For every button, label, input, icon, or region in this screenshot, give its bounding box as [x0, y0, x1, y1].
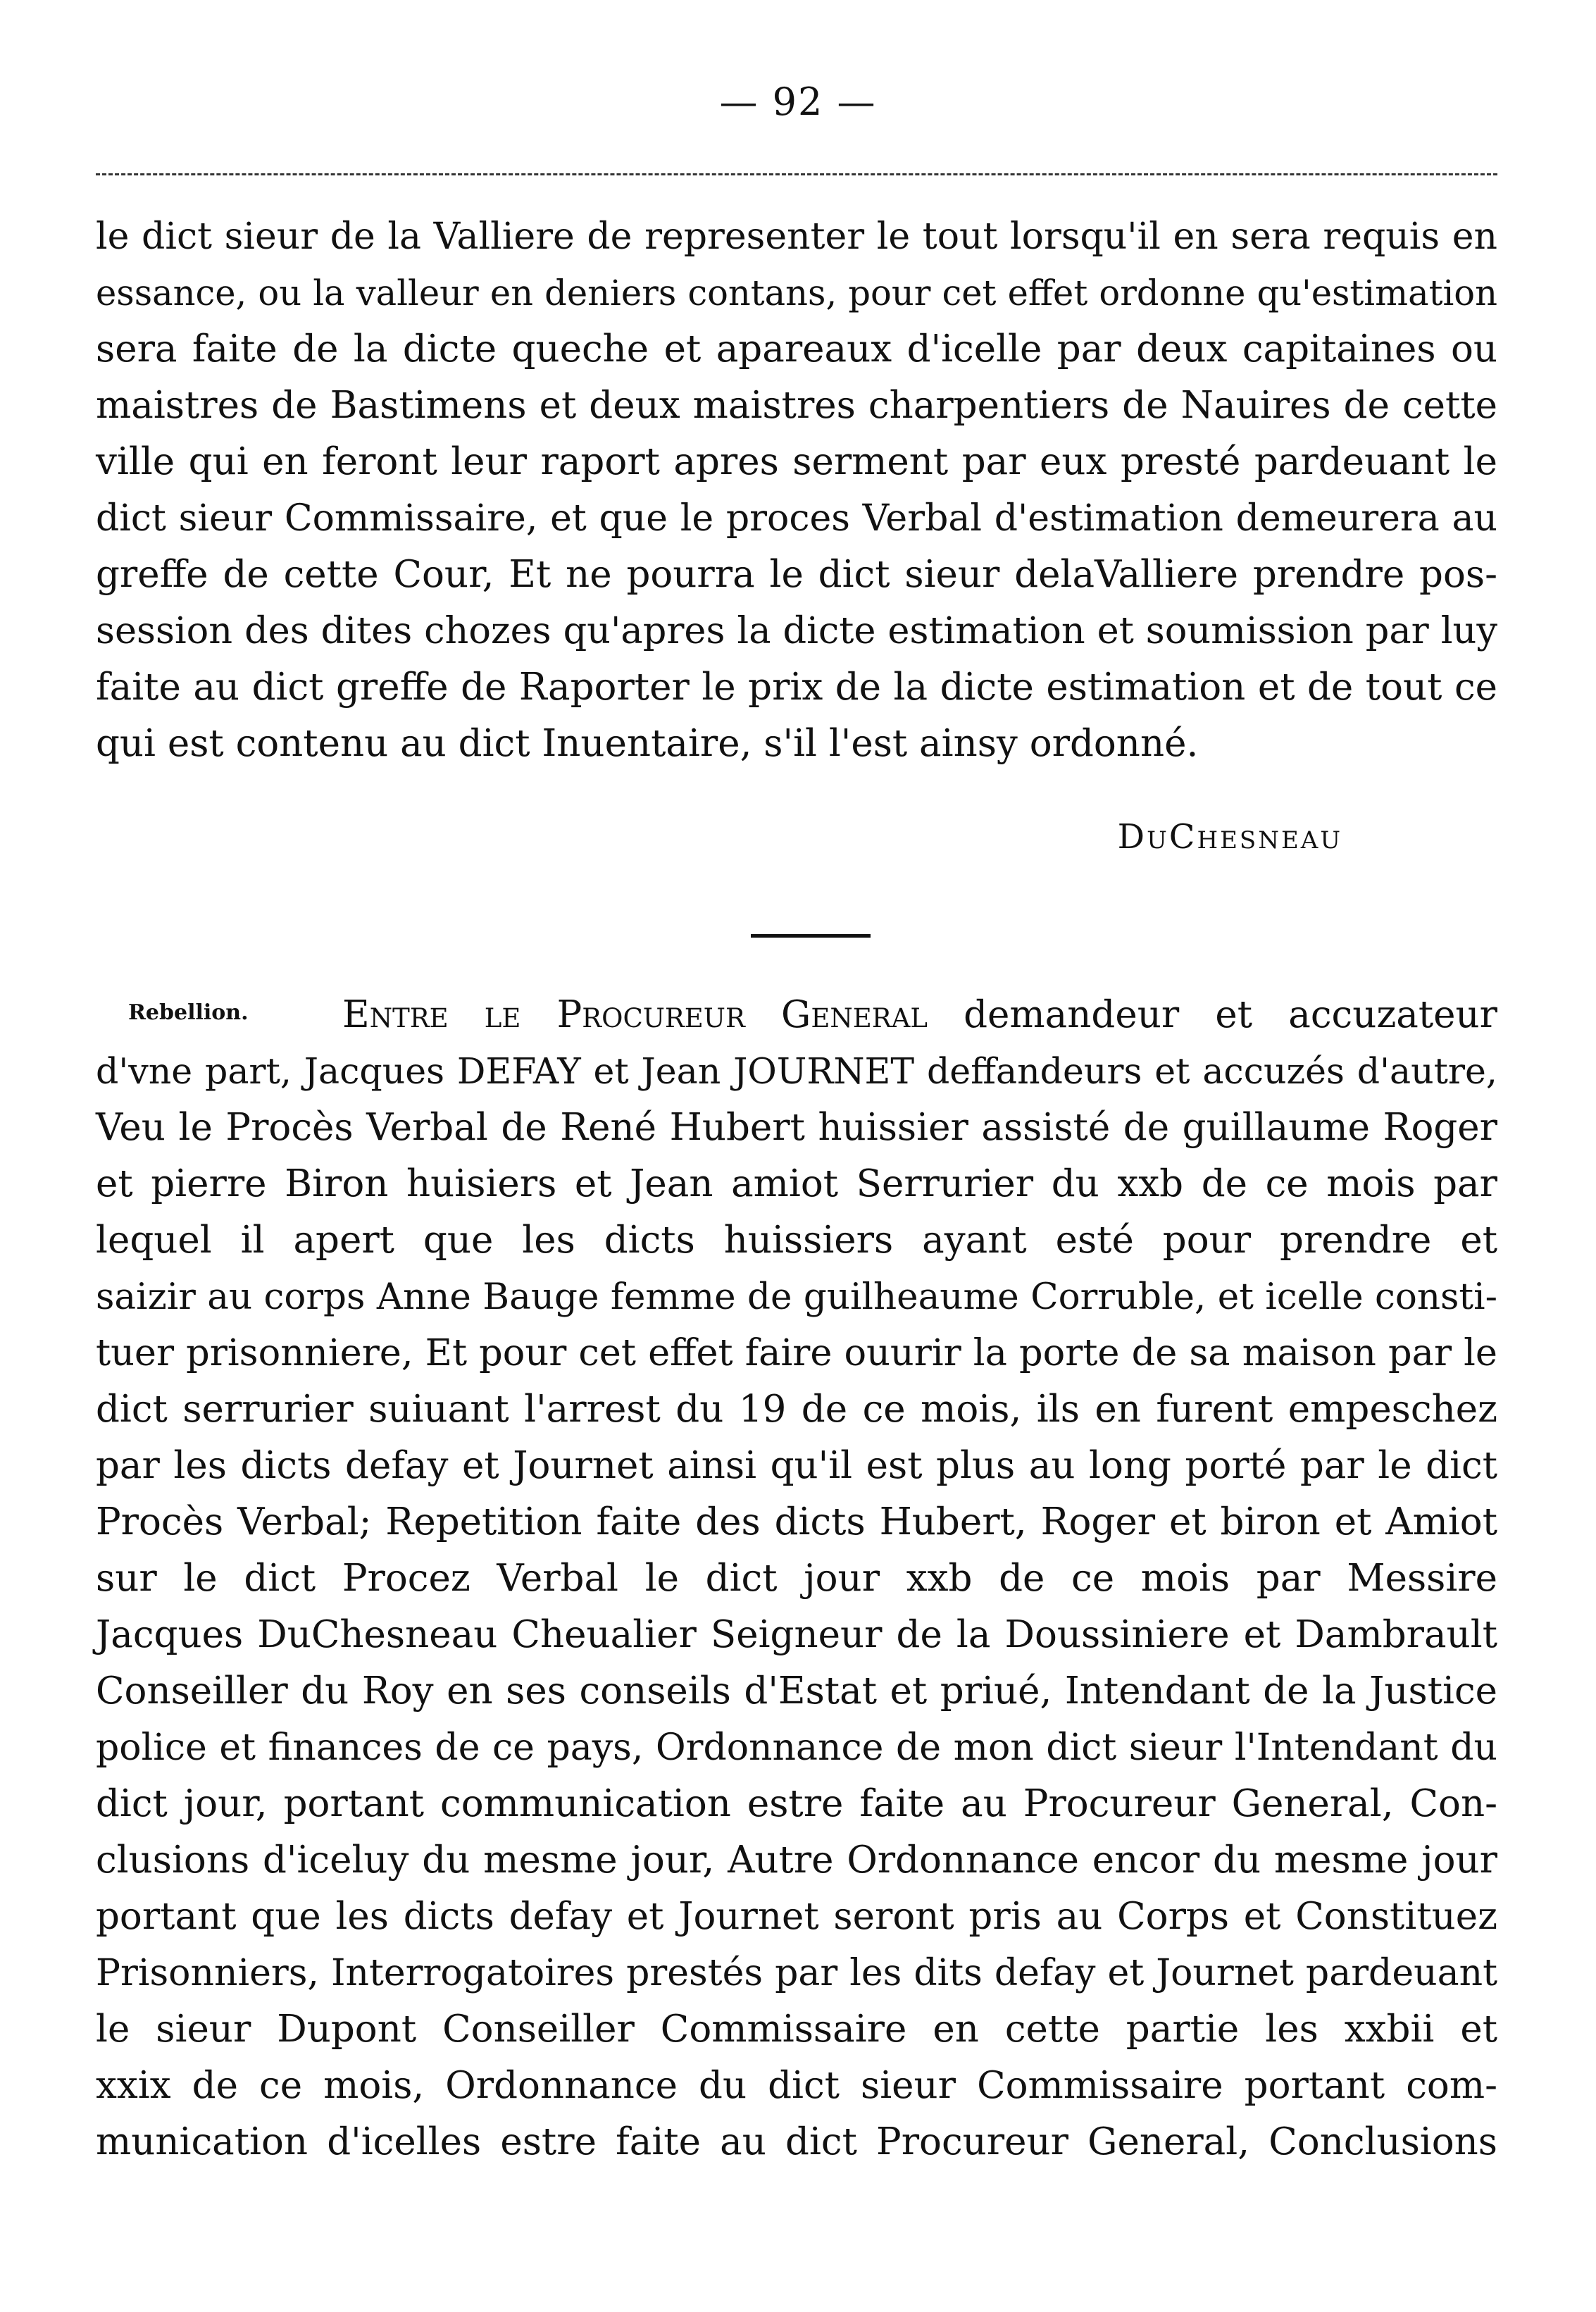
second-section	[96, 987, 1497, 2170]
text-line: saizir au corps Anne Bauge femme de guilheaume Corruble, et icelle consti-	[96, 1276, 1497, 1318]
text-line: Jacques DuChesneau Cheualier Seigneur de la Doussiniere et Dambrault	[96, 1613, 1497, 1656]
text-line: dict serrurier suiuant l'arrest du 19 de ce mois, ils en furent empeschez	[96, 1388, 1497, 1431]
text-line: ville qui en feront leur raport apres serment par eux presté pardeuant le	[96, 440, 1497, 483]
text-line: sur le dict Procez Verbal le dict jour xxb de ce mois par Messire	[96, 1557, 1497, 1600]
text-line: dict jour, portant communication estre faite au Procureur General, Con-	[96, 1782, 1497, 1825]
text-line: le dict sieur de la Valliere de representer le tout lorsqu'il en sera requis en	[96, 216, 1497, 258]
text-line: lequel il apert que les dicts huissiers ayant esté pour prendre et	[96, 1219, 1497, 1262]
text-line: d'vne part, Jacques DEFAY et Jean JOURNET deffandeurs et accuzés d'autre,	[96, 1050, 1497, 1092]
text-line: essance, ou la valleur en deniers contans, pour cet effet ordonne qu'estimation	[96, 273, 1497, 313]
text-line: faite au dict greffe de Raporter le prix de la dicte estimation et de tout ce	[96, 666, 1497, 709]
margin-note: Rebellion.	[128, 1000, 249, 1025]
text-line: clusions d'iceluy du mesme jour, Autre Ordonnance encor du mesme jour	[96, 1839, 1497, 1882]
text-line: Veu le Procès Verbal de René Hubert huissier assisté de guillaume Roger	[96, 1106, 1497, 1149]
text-line: et pierre Biron huisiers et Jean amiot Serrurier du xxb de ce mois par	[96, 1162, 1497, 1205]
text-line: Prisonniers, Interrogatoires prestés par les dits defay et Journet pardeuant	[96, 1952, 1497, 1994]
text-line: tuer prisonniere, Et pour cet effet faire ouurir la porte de sa maison par le	[96, 1331, 1497, 1374]
text-line: portant que les dicts defay et Journet seront pris au Corps et Constituez	[96, 1895, 1497, 1938]
text-line: Conseiller du Roy en ses conseils d'Estat et priué, Intendant de la Justice	[96, 1670, 1497, 1713]
text-line: police et finances de ce pays, Ordonnance de mon dict sieur l'Intendant du	[96, 1727, 1497, 1769]
text-line: xxix de ce mois, Ordonnance du dict sieur Commissaire portant com-	[96, 2064, 1497, 2107]
text-line: sera faite de la dicte queche et apareaux d'icelle par deux capitaines ou	[96, 328, 1497, 371]
signature: DuChesneau	[1117, 817, 1342, 857]
text-line: par les dicts defay et Journet ainsi qu'il est plus au long porté par le dict	[96, 1444, 1497, 1487]
header-rule	[96, 173, 1497, 175]
text-line: le sieur Dupont Conseiller Commissaire en cette partie les xxbii et	[96, 2008, 1497, 2051]
opening-phrase: Entre le Procureur General	[342, 993, 928, 1036]
text-line: Procès Verbal; Repetition faite des dicts Hubert, Roger et biron et Amiot	[96, 1500, 1497, 1543]
first-section	[96, 209, 1497, 772]
text-line: qui est contenu au dict Inuentaire, s'il l'est ainsy ordonné.	[96, 722, 1199, 765]
opening-rest: demandeur et accuzateur	[927, 993, 1497, 1036]
text-line: munication d'icelles estre faite au dict Procureur General, Conclusions	[96, 2120, 1497, 2163]
page-number: — 92 —	[719, 80, 877, 124]
section-divider	[751, 934, 871, 938]
text-line: maistres de Bastimens et deux maistres charpentiers de Nauires de cette	[96, 384, 1497, 427]
opening-line	[96, 987, 1497, 1043]
text-line: greffe de cette Cour, Et ne pourra le dict sieur delaValliere prendre pos-	[96, 553, 1497, 596]
text-line: dict sieur Commissaire, et que le proces Verbal d'estimation demeurera au	[96, 497, 1497, 540]
text-line: session des dites chozes qu'apres la dicte estimation et soumission par luy	[96, 609, 1497, 652]
